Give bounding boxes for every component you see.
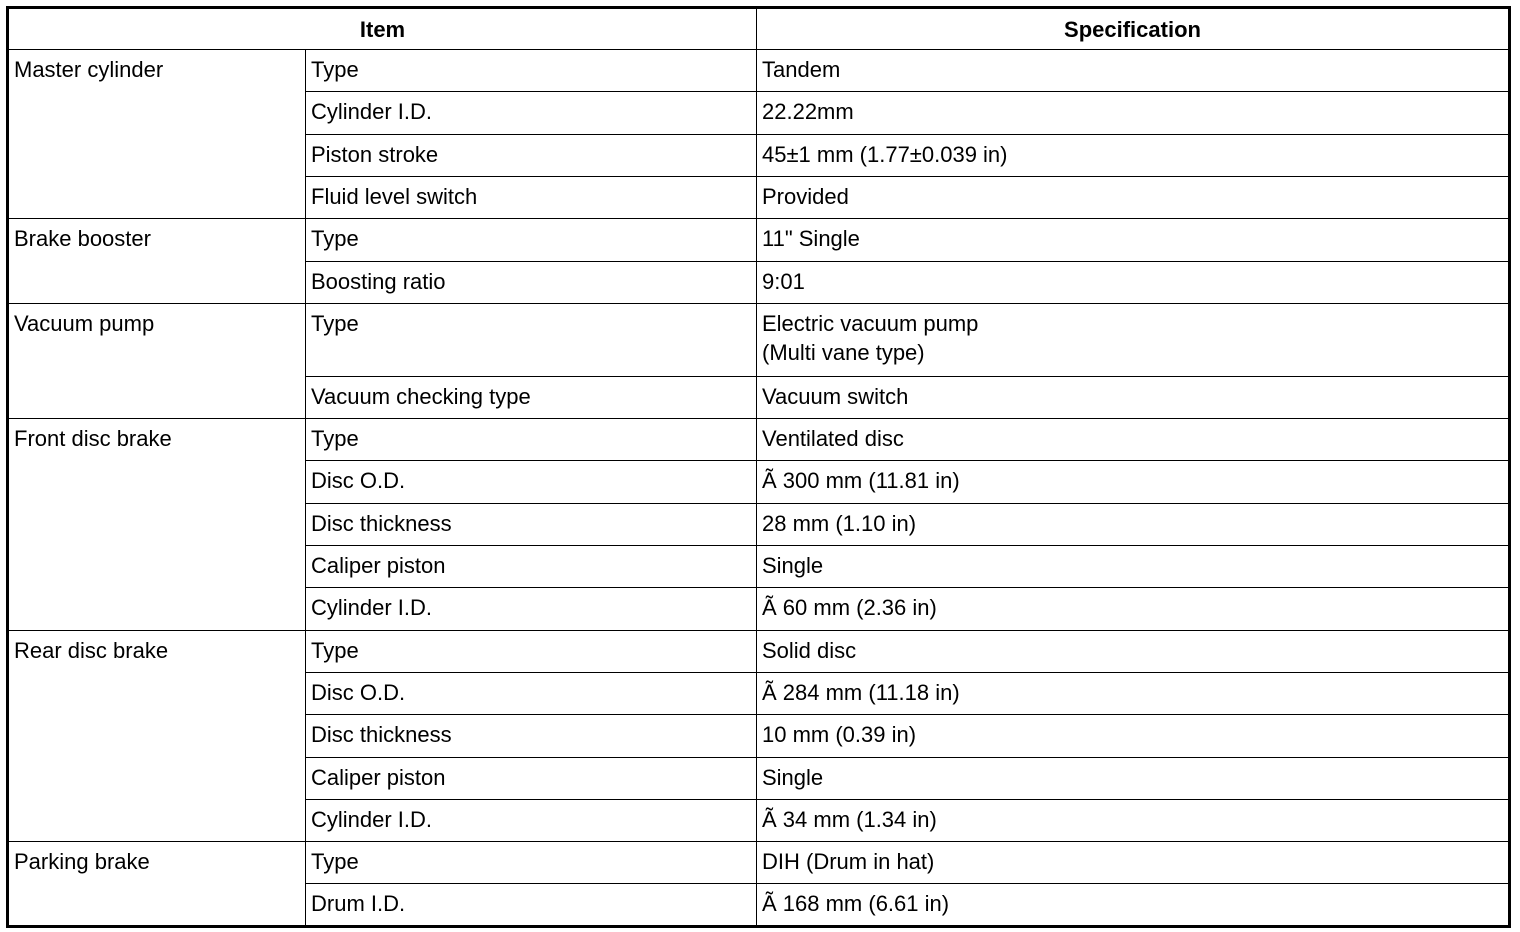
specification-cell: Single xyxy=(757,545,1510,587)
group-name-cell: Front disc brake xyxy=(8,418,306,630)
specification-cell: Ã 34 mm (1.34 in) xyxy=(757,799,1510,841)
item-cell: Disc thickness xyxy=(306,503,757,545)
item-header: Item xyxy=(8,8,757,50)
specification-cell: 11" Single xyxy=(757,219,1510,261)
specification-cell: Solid disc xyxy=(757,630,1510,672)
specification-cell: 28 mm (1.10 in) xyxy=(757,503,1510,545)
item-cell: Boosting ratio xyxy=(306,261,757,303)
item-cell: Fluid level switch xyxy=(306,176,757,218)
specification-cell: Vacuum switch xyxy=(757,376,1510,418)
item-cell: Caliper piston xyxy=(306,757,757,799)
item-cell: Cylinder I.D. xyxy=(306,799,757,841)
table-row xyxy=(8,50,1510,92)
item-cell: Disc thickness xyxy=(306,715,757,757)
item-cell: Type xyxy=(306,50,757,92)
specification-cell: Ã 284 mm (11.18 in) xyxy=(757,672,1510,714)
specification-cell: 9:01 xyxy=(757,261,1510,303)
table-body xyxy=(8,50,1510,927)
item-cell: Cylinder I.D. xyxy=(306,92,757,134)
item-cell: Drum I.D. xyxy=(306,884,757,927)
table-row xyxy=(8,842,1510,884)
specification-cell: Single xyxy=(757,757,1510,799)
specification-cell: 22.22mm xyxy=(757,92,1510,134)
specification-cell: Electric vacuum pump (Multi vane type) xyxy=(757,303,1510,376)
item-cell: Type xyxy=(306,219,757,261)
item-cell: Disc O.D. xyxy=(306,461,757,503)
item-cell: Type xyxy=(306,418,757,460)
item-cell: Vacuum checking type xyxy=(306,376,757,418)
group-name-cell: Parking brake xyxy=(8,842,306,927)
specification-cell: Ventilated disc xyxy=(757,418,1510,460)
table-row xyxy=(8,418,1510,460)
item-cell: Cylinder I.D. xyxy=(306,588,757,630)
specification-cell: 10 mm (0.39 in) xyxy=(757,715,1510,757)
specification-header: Specification xyxy=(757,8,1510,50)
specification-cell: DIH (Drum in hat) xyxy=(757,842,1510,884)
group-name-cell: Rear disc brake xyxy=(8,630,306,842)
table-row xyxy=(8,303,1510,376)
header-row xyxy=(8,8,1510,50)
item-cell: Type xyxy=(306,303,757,376)
item-cell: Caliper piston xyxy=(306,545,757,587)
specification-table xyxy=(6,6,1511,928)
specification-cell: Provided xyxy=(757,176,1510,218)
group-name-cell: Vacuum pump xyxy=(8,303,306,418)
item-cell: Type xyxy=(306,842,757,884)
item-cell: Disc O.D. xyxy=(306,672,757,714)
specification-cell: Ã 168 mm (6.61 in) xyxy=(757,884,1510,927)
group-name-cell: Brake booster xyxy=(8,219,306,304)
item-cell: Type xyxy=(306,630,757,672)
table-row xyxy=(8,630,1510,672)
specification-cell: Ã 300 mm (11.81 in) xyxy=(757,461,1510,503)
group-name-cell: Master cylinder xyxy=(8,50,306,219)
specification-cell: 45±1 mm (1.77±0.039 in) xyxy=(757,134,1510,176)
item-cell: Piston stroke xyxy=(306,134,757,176)
table-row xyxy=(8,219,1510,261)
specification-cell: Tandem xyxy=(757,50,1510,92)
specification-cell: Ã 60 mm (2.36 in) xyxy=(757,588,1510,630)
